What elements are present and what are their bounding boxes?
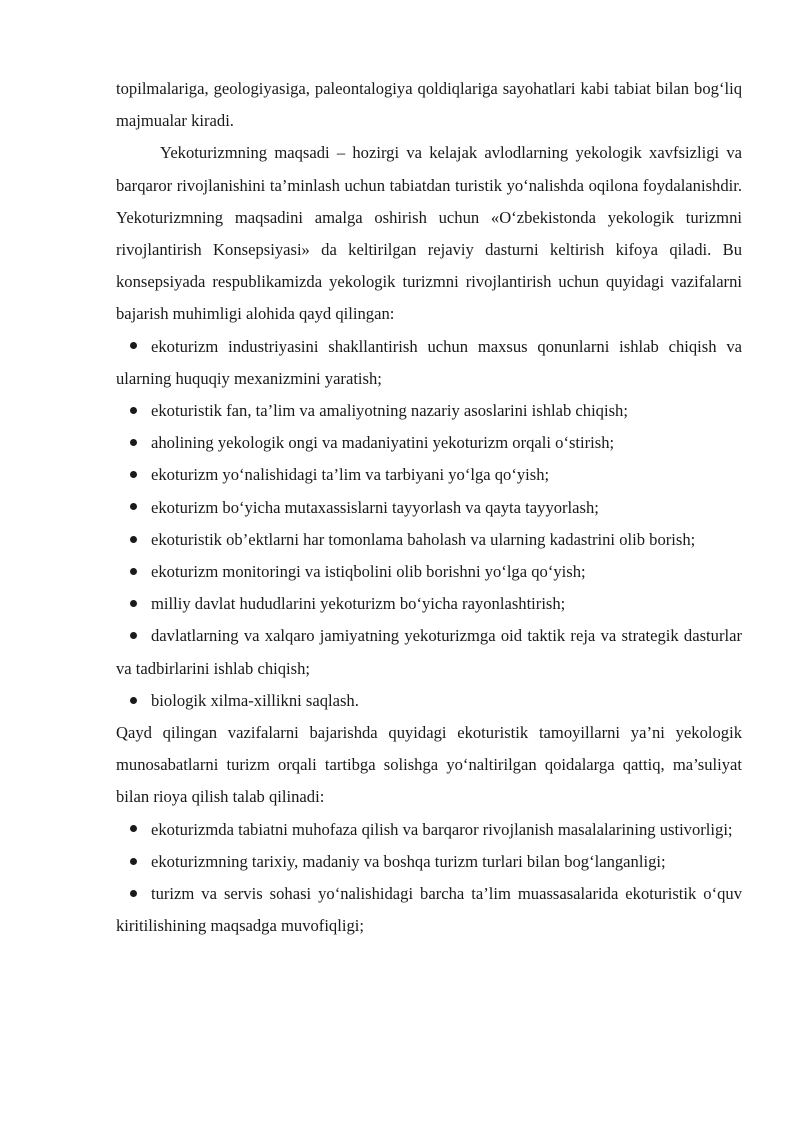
bullet-icon bbox=[130, 503, 137, 510]
list-item bbox=[116, 395, 742, 427]
list-item bbox=[116, 331, 742, 395]
bullet-icon bbox=[130, 536, 137, 543]
bullet-icon bbox=[130, 568, 137, 575]
bullet-icon bbox=[130, 471, 137, 478]
list-item-text: ekoturizmning tarixiy, madaniy va boshqa turizm turlari bilan bog‘langanligi; bbox=[151, 851, 666, 871]
list-item-text: ekoturistik fan, ta’lim va amaliyotning nazariy asoslarini ishlab chiqish; bbox=[151, 401, 628, 421]
principles-paragraph bbox=[116, 717, 742, 814]
list-item-text: ekoturizm monitoringi va istiqbolini olib borishni yo‘lga qo‘yish; bbox=[151, 562, 586, 582]
list-item-text: milliy davlat hududlarini yekoturizm bo‘yicha rayonlashtirish; bbox=[151, 594, 566, 614]
list-item-text: davlatlarning va xalqaro jamiyatning yekoturizmga oid taktik reja va strategik dasturlar va tadbirlarini ishlab chiqish; bbox=[116, 626, 742, 678]
list-item bbox=[116, 524, 742, 556]
bullet-icon bbox=[130, 342, 137, 349]
purpose-paragraph: Yekoturizmning maqsadi – hozirgi va kelajak avlodlarning yekologik xavfsizligi va barqaror rivojlanishini ta’minlash uchun tabiatdan turistik yo‘nalishda oqilona foydalanishdir. Yekoturizmning maqsadini amalga oshirish uchun «O‘zbekistonda yekologik turizmni rivojlantirish Konsepsiyasi» da keltirilgan rejaviy dasturni keltirish kifoya qiladi. Bu konsepsiyada respublikamizda yekologik turizmni rivojlantirish uchun quyidagi vazifalarni bajarish muhimligi alohida qayd qilingan: bbox=[116, 143, 742, 324]
bullet-icon bbox=[130, 407, 137, 414]
list-item-text: ekoturizm bo‘yicha mutaxassislarni tayyorlash va qayta tayyorlash; bbox=[151, 497, 599, 517]
bullet-icon bbox=[130, 600, 137, 607]
list-item bbox=[116, 814, 742, 846]
list-item-text: ekoturizmda tabiatni muhofaza qilish va barqaror rivojlanish masalalarining ustivorligi; bbox=[151, 819, 733, 839]
list-item bbox=[116, 685, 742, 717]
list-item-text: aholining yekologik ongi va madaniyatini yekoturizm orqali o‘stirish; bbox=[151, 433, 615, 453]
list-item bbox=[116, 492, 742, 524]
bullet-icon bbox=[130, 697, 137, 704]
list-item bbox=[116, 459, 742, 491]
bullet-icon bbox=[130, 825, 137, 832]
list-item bbox=[116, 620, 742, 684]
list-item-text: ekoturizm industriyasini shakllantirish uchun maxsus qonunlarni ishlab chiqish va ularning huquqiy mexanizmini yaratish; bbox=[116, 336, 742, 388]
list-item bbox=[116, 878, 742, 942]
list-item bbox=[116, 556, 742, 588]
list-item-text: ekoturistik ob’ektlarni har tomonlama baholash va ularning kadastrini olib borish; bbox=[151, 529, 696, 549]
list-item-text: turizm va servis sohasi yo‘nalishidagi barcha ta’lim muassasalarida ekoturistik o‘quv kiritilishining maqsadga muvofiqligi; bbox=[116, 884, 742, 936]
bullet-icon bbox=[130, 632, 137, 639]
list-item bbox=[116, 588, 742, 620]
bullet-icon bbox=[130, 439, 137, 446]
tasks-list bbox=[116, 331, 742, 717]
bullet-icon bbox=[130, 890, 137, 897]
list-item-text: biologik xilma-xillikni saqlash. bbox=[151, 690, 359, 710]
intro-continuation-paragraph: topilmalariga, geologiyasiga, paleontalogiya qoldiqlariga sayohatlari kabi tabiat bilan bog‘liq majmualar kiradi. bbox=[116, 79, 742, 131]
principles-paragraph-text: Qayd qilingan vazifalarni bajarishda quyidagi ekoturistik tamoyillarni ya’ni yekologik munosabatlarni turizm orqali tartibga solishga yo‘naltirilgan qoidalarga qattiq, ma’suliyat bilan rioya qilish talab qilinadi: bbox=[116, 723, 742, 807]
list-item bbox=[116, 846, 742, 878]
principles-list bbox=[116, 814, 742, 943]
list-item bbox=[116, 427, 742, 459]
document-page bbox=[116, 73, 742, 942]
list-item-text: ekoturizm yo‘nalishidagi ta’lim va tarbiyani yo‘lga qo‘yish; bbox=[151, 465, 550, 485]
bullet-icon bbox=[130, 858, 137, 865]
